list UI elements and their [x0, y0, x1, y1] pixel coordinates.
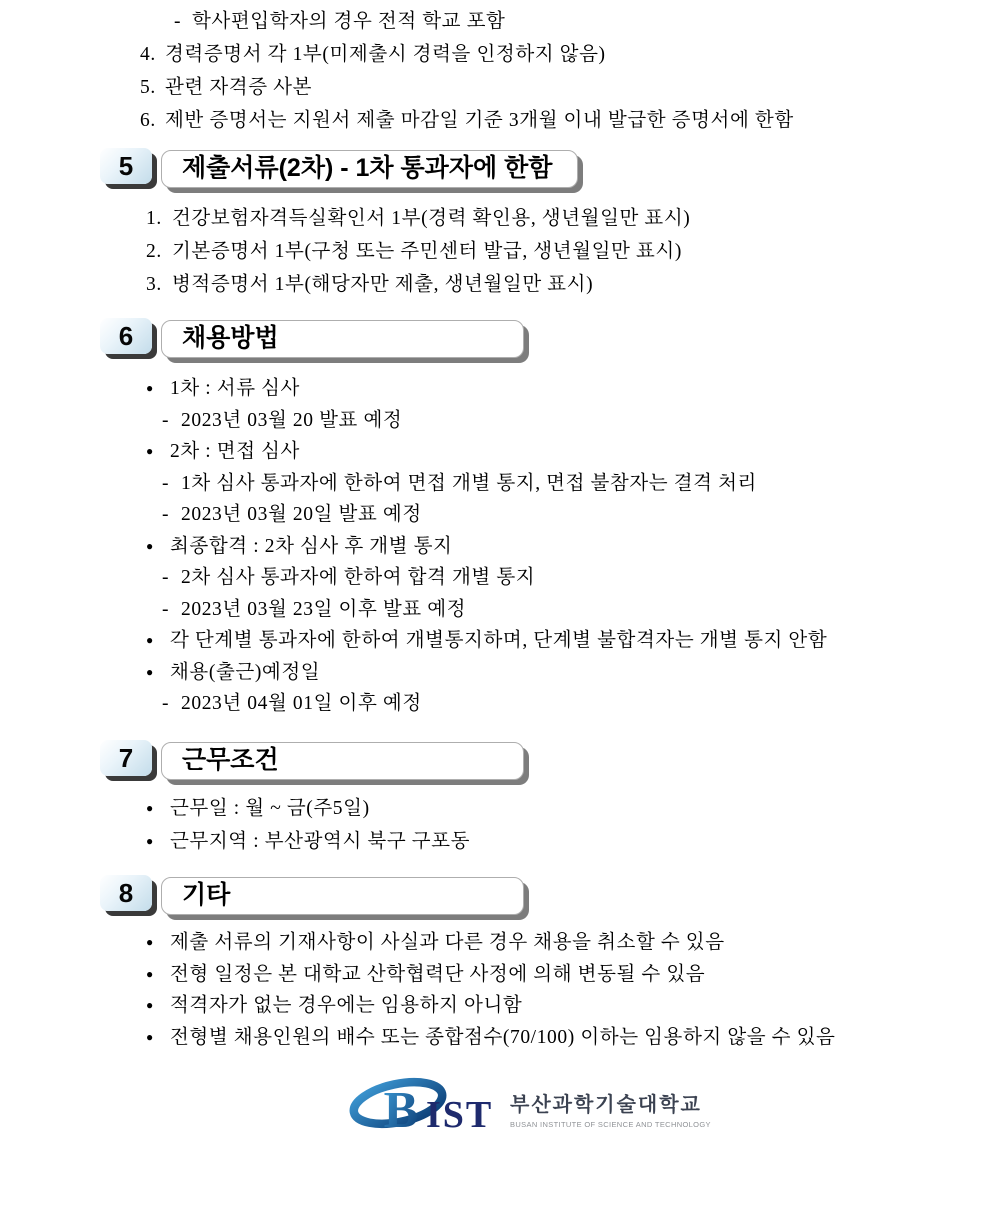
bullet-marker: ● — [146, 538, 154, 553]
item-marker: 1. — [146, 208, 162, 229]
item-text: 2차 : 면접 심사 — [170, 441, 300, 462]
item-marker: 5. — [140, 77, 156, 98]
list-item — [0, 373, 992, 405]
list-item — [0, 990, 992, 1022]
list-item — [0, 71, 992, 104]
list-item — [0, 202, 992, 235]
item-text: 병적증명서 1부(해당자만 제출, 생년월일만 표시) — [172, 274, 594, 295]
list-item — [0, 792, 992, 825]
dash-marker: - — [162, 693, 170, 714]
item-text: 1차 : 서류 심사 — [170, 378, 300, 399]
list-item — [0, 38, 992, 71]
dash-marker: - — [162, 567, 170, 588]
logo-korean-name: 부산과학기술대학교 — [510, 1093, 702, 1116]
item-text: 근무지역 : 부산광역시 북구 구포동 — [170, 831, 471, 852]
item-marker: - — [174, 11, 182, 32]
list-item — [0, 268, 992, 301]
list-item — [0, 499, 992, 531]
footer-logo — [348, 1076, 711, 1140]
intro-list — [0, 5, 992, 137]
item-text: 경력증명서 각 1부(미제출시 경력을 인정하지 않음) — [165, 44, 606, 65]
section-title-box: 근무조건 — [161, 742, 524, 780]
section-number-badge: 5 — [100, 148, 152, 184]
item-text: 전형 일정은 본 대학교 산학협력단 사정에 의해 변동될 수 있음 — [170, 963, 706, 985]
item-text: 채용(출근)예정일 — [170, 661, 321, 683]
item-text: 관련 자격증 사본 — [165, 77, 313, 98]
item-text: 1차 심사 통과자에 한하여 면접 개별 통지, 면접 불참자는 결격 처리 — [181, 472, 757, 494]
section-header — [0, 148, 992, 188]
list-item — [0, 1022, 992, 1054]
list-item — [0, 657, 992, 689]
list-item — [0, 405, 992, 437]
bullet-marker: ● — [146, 966, 154, 981]
bullet-marker: ● — [146, 834, 154, 848]
section-number-badge: 7 — [100, 740, 152, 776]
item-text: 학사편입학자의 경우 전적 학교 포함 — [192, 11, 506, 32]
list-item — [0, 625, 992, 657]
section-number-badge: 8 — [100, 875, 152, 911]
dash-marker: - — [162, 409, 170, 431]
section-header — [0, 875, 992, 915]
bullet-marker: ● — [146, 998, 154, 1013]
list-item — [0, 235, 992, 268]
list-item — [0, 825, 992, 858]
list-item — [0, 927, 992, 959]
bullet-marker: ● — [146, 664, 154, 679]
item-marker: 4. — [140, 44, 156, 65]
item-text: 2023년 03월 23일 이후 발표 예정 — [181, 598, 467, 620]
list-item — [0, 594, 992, 626]
item-text: 기본증명서 1부(구청 또는 주민센터 발급, 생년월일만 표시) — [172, 241, 682, 262]
logo-wordmark-b: B — [383, 1082, 419, 1139]
items-list — [0, 792, 992, 858]
item-text: 최종합격 : 2차 심사 후 개별 통지 — [170, 535, 453, 557]
bullet-marker: ● — [146, 1030, 154, 1045]
bullet-marker: ● — [146, 444, 154, 458]
section-header — [0, 740, 992, 780]
section-6 — [0, 318, 992, 720]
bullet-marker: ● — [146, 381, 154, 395]
item-text: 제반 증명서는 지원서 제출 마감일 기준 3개월 이내 발급한 증명서에 한함 — [165, 110, 794, 131]
list-item — [0, 436, 992, 468]
bullet-marker: ● — [146, 801, 154, 815]
list-item — [0, 688, 992, 720]
bullet-marker: ● — [146, 935, 154, 949]
item-text: 2023년 03월 20 발표 예정 — [181, 409, 403, 431]
section-7 — [0, 740, 992, 858]
item-text: 전형별 채용인원의 배수 또는 종합점수(70/100) 이하는 임용하지 않을 수 있음 — [170, 1027, 836, 1049]
section-title-box: 채용방법 — [161, 320, 524, 358]
section-5 — [0, 148, 992, 301]
list-item — [0, 5, 992, 38]
item-text: 적격자가 없는 경우에는 임용하지 아니함 — [170, 995, 523, 1017]
items-list — [0, 927, 992, 1054]
logo-text-block — [510, 1088, 711, 1129]
item-text: 근무일 : 월 ~ 금(주5일) — [170, 798, 370, 819]
list-item — [0, 104, 992, 137]
item-text: 2023년 03월 20일 발표 예정 — [181, 504, 422, 525]
item-text: 2차 심사 통과자에 한하여 합격 개별 통지 — [181, 567, 536, 588]
bullet-marker: ● — [146, 633, 154, 647]
item-marker: 2. — [146, 241, 162, 262]
list-item — [0, 562, 992, 594]
list-item — [0, 531, 992, 563]
item-text: 각 단계별 통과자에 한하여 개별통지하며, 단계별 불합격자는 개별 통지 안함 — [170, 630, 828, 651]
item-text: 2023년 04월 01일 이후 예정 — [181, 693, 422, 714]
section-title-box: 제출서류(2차) - 1차 통과자에 한함 — [161, 150, 578, 188]
dash-marker: - — [162, 598, 170, 620]
dash-marker: - — [162, 504, 170, 525]
items-list — [0, 373, 992, 720]
list-item — [0, 959, 992, 991]
items-list — [0, 202, 992, 301]
list-item — [0, 468, 992, 500]
section-header — [0, 318, 992, 358]
item-marker: 3. — [146, 274, 162, 295]
item-text: 제출 서류의 기재사항이 사실과 다른 경우 채용을 취소할 수 있음 — [170, 932, 725, 953]
dash-marker: - — [162, 472, 170, 494]
logo-english-name: BUSAN INSTITUTE OF SCIENCE AND TECHNOLOGY — [510, 1119, 711, 1129]
item-marker: 6. — [140, 110, 156, 131]
logo-wordmark-ist: IST — [426, 1094, 494, 1136]
section-title-box: 기타 — [161, 877, 524, 915]
item-text: 건강보험자격득실확인서 1부(경력 확인용, 생년월일만 표시) — [172, 208, 691, 229]
bist-logo-mark — [348, 1076, 496, 1140]
section-number-badge: 6 — [100, 318, 152, 354]
section-8 — [0, 875, 992, 1054]
